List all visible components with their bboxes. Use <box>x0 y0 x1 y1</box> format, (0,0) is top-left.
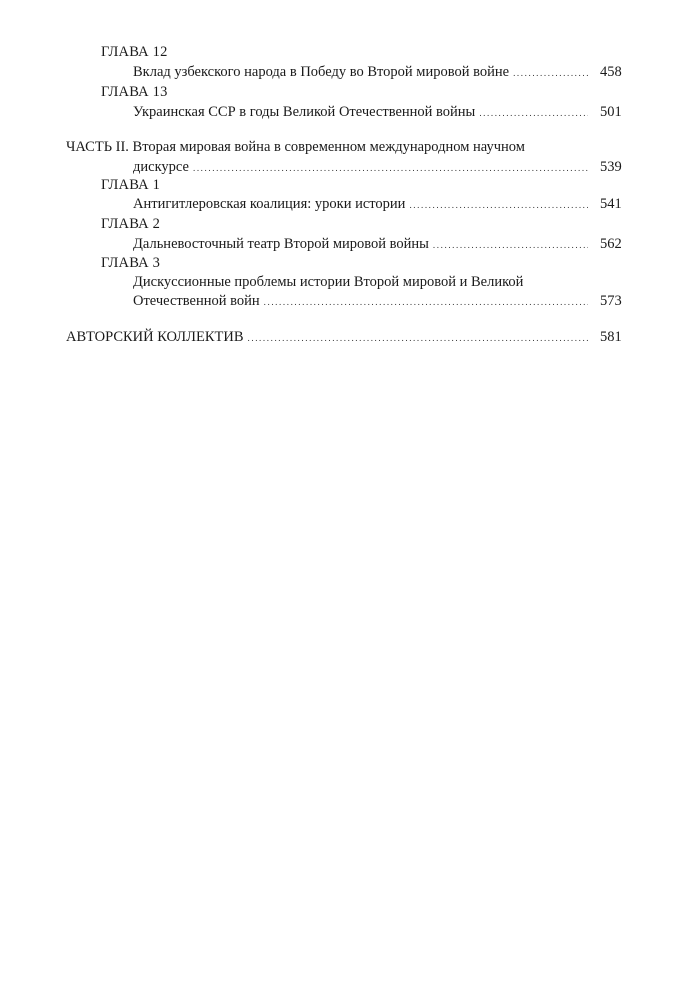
part-2-title-line1: ЧАСТЬ II. Вторая мировая война в современном международном научном <box>66 139 525 155</box>
part-2-chapter-3-label: ГЛАВА 3 <box>101 255 161 271</box>
part-2-chapter-2-label: ГЛАВА 2 <box>101 216 161 232</box>
authors-page: 581 <box>600 329 622 345</box>
chapter-13-page: 501 <box>600 104 622 120</box>
part-2-chapter-3-title-line2: Отечественной войн <box>133 293 260 309</box>
chapter-12-page: 458 <box>600 64 622 80</box>
dot-leader <box>193 159 588 177</box>
part-2-chapter-1-label: ГЛАВА 1 <box>101 177 161 193</box>
chapter-13-label: ГЛАВА 13 <box>101 84 168 100</box>
toc-entry-part-2-chapter-2[interactable] <box>133 235 594 254</box>
part-2-chapter-2-title: Дальневосточный театр Второй мировой войны <box>133 236 429 252</box>
toc-entry-part-2-chapter-1[interactable] <box>133 195 594 214</box>
dot-leader <box>409 196 588 214</box>
dot-leader <box>264 293 588 311</box>
part-2-chapter-1-title: Антигитлеровская коалиция: уроки истории <box>133 196 406 212</box>
dot-leader <box>479 104 588 122</box>
toc-entry-authors[interactable] <box>66 328 594 347</box>
part-2-chapter-2-page: 562 <box>600 236 622 252</box>
toc-entry-part-2-chapter-3[interactable] <box>133 292 594 311</box>
part-2-chapter-3-title-line1: Дискуссионные проблемы истории Второй мировой и Великой <box>133 274 524 290</box>
part-2-chapter-3-page: 573 <box>600 293 622 309</box>
toc-entry-chapter-12[interactable] <box>133 63 594 82</box>
chapter-13-title: Украинская ССР в годы Великой Отечественной войны <box>133 104 476 120</box>
part-2-chapter-1-page: 541 <box>600 196 622 212</box>
part-2-title-line2: дискурсе <box>133 159 189 175</box>
authors-title: АВТОРСКИЙ КОЛЛЕКТИВ <box>66 329 244 345</box>
part-2-page: 539 <box>600 159 622 175</box>
toc-entry-part-2[interactable] <box>133 158 594 177</box>
dot-leader <box>433 236 588 254</box>
dot-leader <box>513 64 588 82</box>
chapter-12-title: Вклад узбекского народа в Победу во Второй мировой войне <box>133 64 510 80</box>
toc-entry-chapter-13[interactable] <box>133 103 594 122</box>
dot-leader <box>248 329 589 347</box>
chapter-12-label: ГЛАВА 12 <box>101 44 168 60</box>
